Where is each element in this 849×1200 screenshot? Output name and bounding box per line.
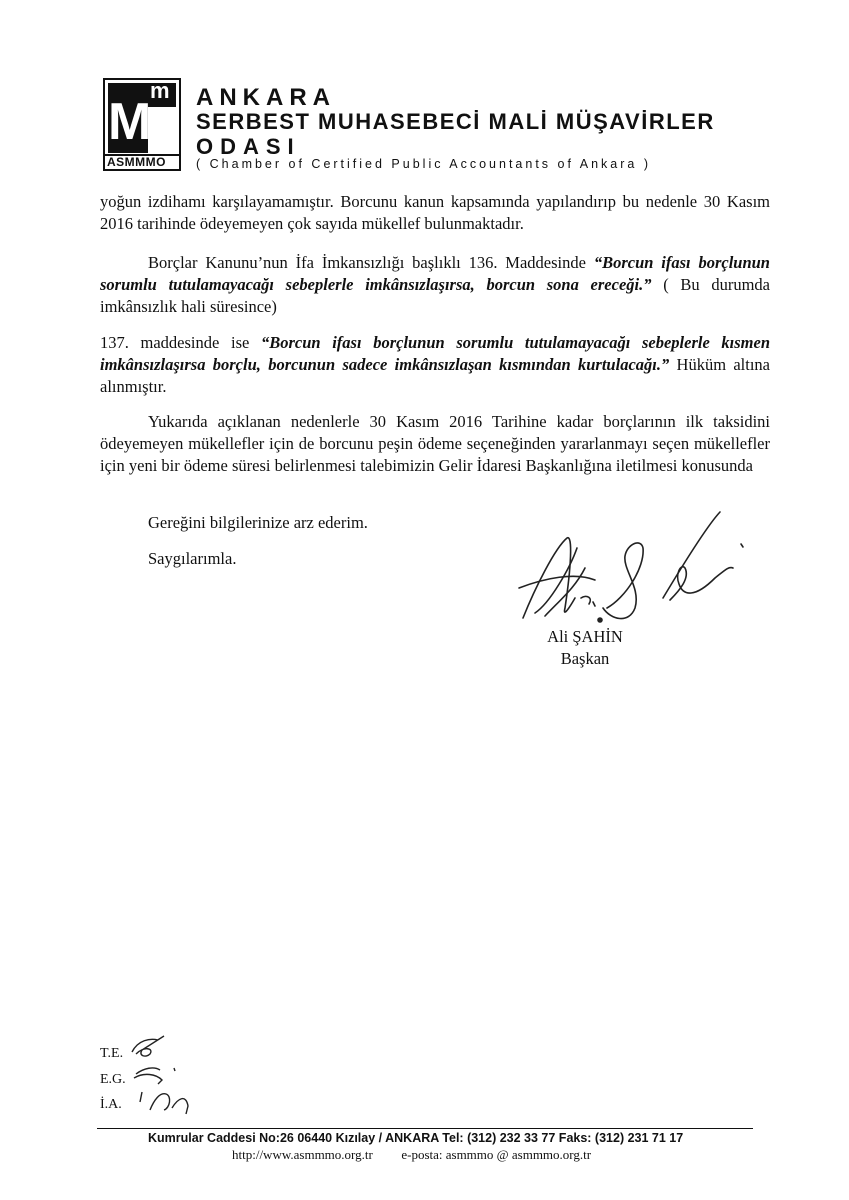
regards-line: Saygılarımla.	[148, 549, 237, 568]
initial-label-eg: E.G.	[100, 1072, 126, 1087]
closing-line: Gereğini bilgilerinize arz ederim.	[148, 513, 368, 532]
paragraph-2-text: Borçlar Kanunu’nun İfa İmkansızlığı başlıklı 136. Maddesinde	[148, 253, 594, 272]
paragraph-3	[100, 332, 770, 398]
paragraph-3-end: Hüküm altına alınmıştır.	[100, 355, 770, 396]
footer-address: Kumrular Caddesi No:26 06440 Kızılay / ANKARA Tel: (312) 232 33 77 Faks: (312) 231 71 17	[148, 1131, 684, 1145]
signatory	[540, 626, 630, 670]
logo-mark-large: M	[108, 93, 152, 151]
paragraph-2-note: ( Bu durumda imkânsızlık hali süresince)	[100, 275, 771, 316]
handwritten-signature	[515, 508, 750, 630]
logo-mark-small: m	[150, 78, 170, 103]
initial-mark-eg	[130, 1062, 180, 1086]
initial-mark-ia	[136, 1088, 192, 1116]
paragraph-4: Yukarıda açıklanan nedenlerle 30 Kasım 2016 Tarihine kadar borçlarının ilk taksidini ödeyemeyen mükellefler için de borcunu peşin ödeme seçeneğinden yararlanmayı seçen mükellefler için yeni bir ödeme süresi belirlenmesi talebimizin Gelir İdaresi Başkanlığına iletilmesi konusunda	[100, 412, 770, 475]
logo-acronym: ASMMMO	[107, 155, 166, 169]
paragraph-2-quote: “Borcun ifası borçlunun sorumlu tutulamayacağı sebeplerle imkânsızlaşırsa, borcun sona ereceği.”	[100, 253, 770, 294]
paragraph-2	[100, 252, 770, 318]
initial-mark-te	[128, 1034, 168, 1060]
paragraph-3-text: 137. maddesinde ise	[100, 333, 261, 352]
org-subtitle: ( Chamber of Certified Public Accountants of Ankara )	[196, 157, 651, 171]
signatory-name: Ali ŞAHİN	[547, 627, 623, 646]
footer-website[interactable]: http://www.asmmmo.org.tr	[232, 1147, 373, 1162]
paragraph-1: yoğun izdihamı karşılayamamıştır. Borcunu kanun kapsamında yapılandırıp bu nedenle 30 Kasım 2016 tarihinde ödeyemeyen çok sayıda mükellef bulunmaktadır.	[100, 192, 770, 233]
org-name-line3: ODASI	[196, 134, 301, 159]
paragraph-3-quote: “Borcun ifası borçlunun sorumlu tutulamayacağı sebeplerle kısmen imkânsızlaşırsa borçlu, borcunun sadece imkânsızlaşan kısmından kurtulacağı.”	[100, 333, 771, 374]
initial-label-ia: İ.A.	[100, 1097, 122, 1112]
footer-contact	[232, 1147, 591, 1163]
asmmmo-logo	[103, 78, 181, 171]
footer-email[interactable]: e-posta: asmmmo @ asmmmo.org.tr	[401, 1147, 592, 1162]
signatory-title: Başkan	[560, 649, 610, 668]
org-name-line2: SERBEST MUHASEBECİ MALİ MÜŞAVİRLER	[196, 109, 715, 134]
footer-divider	[97, 1128, 753, 1129]
initial-label-te: T.E.	[100, 1046, 124, 1061]
org-name-line1: ANKARA	[196, 84, 336, 111]
